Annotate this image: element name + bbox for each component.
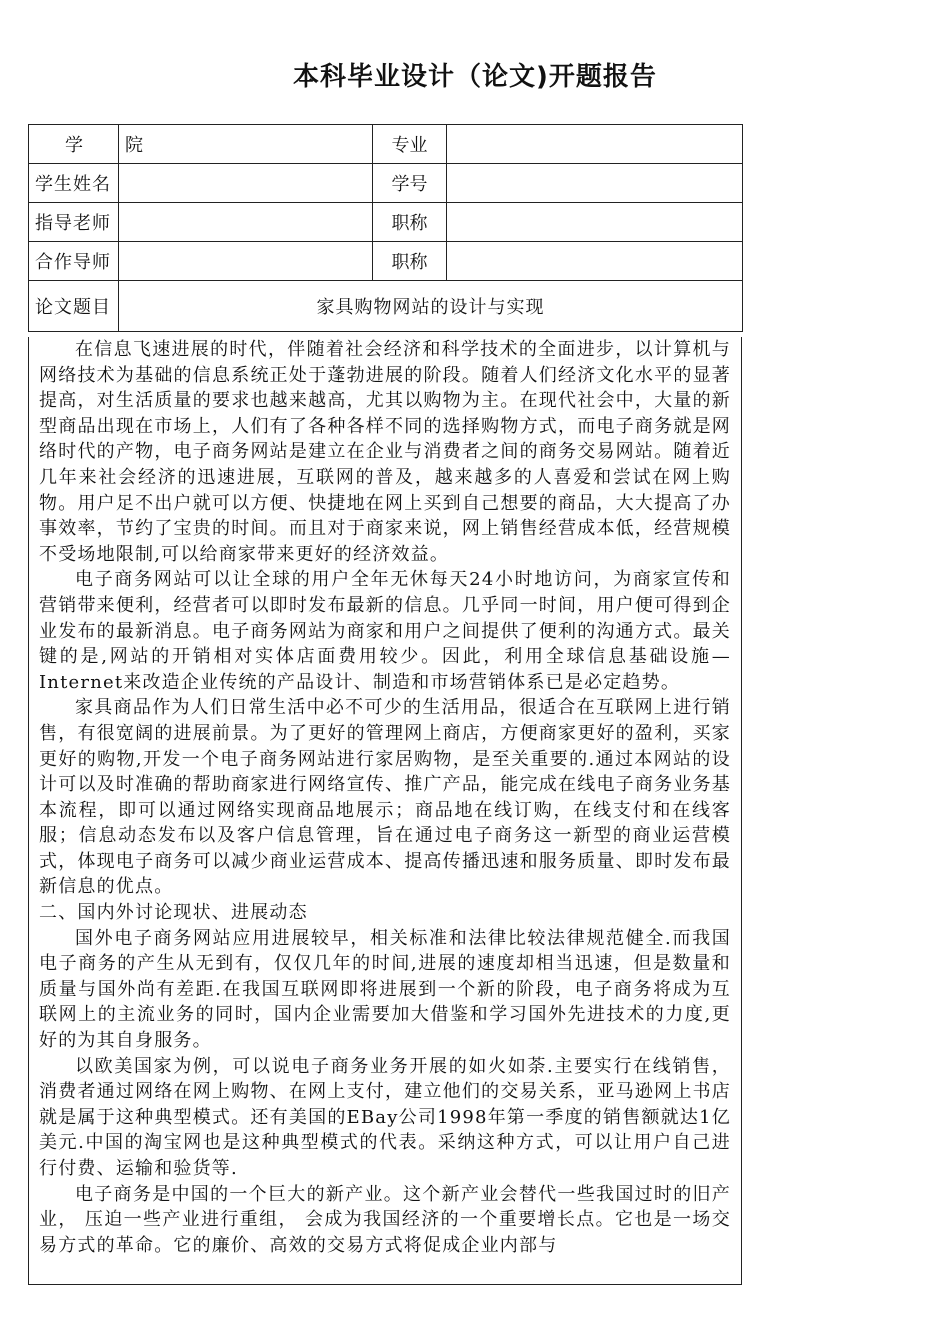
topic-label: 论文题目 [29,281,119,332]
body-paragraph-4: 国外电子商务网站应用进展较早，相关标准和法律比较法律规范健全.而我国电子商务的产生从无到有，仅仅几年的时间,进展的速度却相当迅速，但是数量和质量与国外尚有差距.在我国互联网即将进展到一个新的阶段，电子商务将成为互联网上的主流业务的同时，国内企业需要加大借鉴和学习国外先进技术的力度,更好的为其自身服务。 [39,927,731,1052]
body-paragraph-1: 在信息飞速进展的时代，伴随着社会经济和科学技术的全面进步，以计算机与网络技术为基础的信息系统正处于蓬勃进展的阶段。随着人们经济文化水平的显著提高，对生活质量的要求也越来越高，尤其以购物为主。在现代社会中，大量的新型商品出现在市场上，人们有了各种各样不同的选择购物方式，而电子商务就是网络时代的产物，电子商务网站是建立在企业与消费者之间的商务交易网站。随着近几年来社会经济的迅速进展，互联网的普及，越来越多的人喜爱和尝试在网上购物。用户足不出户就可以方便、快捷地在网上买到自己想要的商品，大大提高了办事效率，节约了宝贵的时间。而且对于商家来说，网上销售经营成本低，经营规模不受场地限制,可以给商家带来更好的经济效益。 [39,339,731,565]
co-advisor-label: 合作导师 [29,242,119,281]
advisor-title-value [447,203,743,242]
student-id-value [447,164,743,203]
student-name-value [119,164,373,203]
co-advisor-value [119,242,373,281]
college-label [29,125,185,164]
co-advisor-title-value [447,242,743,281]
major-label: 专业 [373,125,447,164]
major-value [447,125,743,164]
college-label-text: 学院 [65,135,185,156]
body-paragraph-5: 以欧美国家为例，可以说电子商务业务开展的如火如荼.主要实行在线销售，消费者通过网络在网上购物、在网上支付，建立他们的交易关系，亚马逊网上书店就是属于这种典型模式。还有美国的EBay公司1998年第一季度的销售额就达1亿美元.中国的淘宝网也是这种典型模式的代表。采纳这种方式，可以让用户自己进行付费、运输和验货等. [39,1055,731,1179]
row-advisor [29,203,743,242]
advisor-label: 指导老师 [29,203,119,242]
topic-value: 家具购物网站的设计与实现 [119,281,743,332]
student-name-label: 学生姓名 [29,164,119,203]
body-paragraph-2: 电子商务网站可以让全球的用户全年无休每天24小时地访问，为商家宣传和营销带来便利，经营者可以即时发布最新的信息。几乎同一时间，用户便可得到企业发布的最新消息。电子商务网站为商家和用户之间提供了便利的沟通方式。最关键的是,网站的开销相对实体店面费用较少。因此，利用全球信息基础设施—Internet来改造企业传统的产品设计、制造和市场营销体系已是必定趋势。 [39,569,731,693]
section-2-heading: 二、国内外讨论现状、进展动态 [39,902,308,924]
advisor-value [119,203,373,242]
student-id-label: 学号 [373,164,447,203]
row-college-major [29,125,743,164]
row-co-advisor [29,242,743,281]
body-paragraph-3: 家具商品作为人们日常生活中必不可少的生活用品，很适合在互联网上进行销售，有很宽阔的进展前景。为了更好的管理网上商店，方便商家更好的盈利，买家更好的购物,开发一个电子商务网站进行家居购物，是至关重要的.通过本网站的设计可以及时准确的帮助商家进行网络宣传、推广产品，能完成在线电子商务业务基本流程，即可以通过网络实现商品地展示；商品地在线订购，在线支付和在线客服；信息动态发布以及客户信息管理，旨在通过电子商务这一新型的商业运营模式，体现电子商务可以减少商业运营成本、提高传播迅速和服务质量、即时发布最新信息的优点。 [39,697,731,898]
co-advisor-title-label: 职称 [373,242,447,281]
document-title: 本科毕业设计（论文)开题报告 [293,62,657,92]
body-paragraph-6: 电子商务是中国的一个巨大的新产业。这个新产业会替代一些我国过时的旧产业， 压迫一些产业进行重组， 会成为我国经济的一个重要增长点。它也是一场交易方式的革命。它的廉价、高效的交易方式将促成企业内部与 [39,1183,731,1256]
report-body [28,337,742,1285]
advisor-title-label: 职称 [373,203,447,242]
row-student-name [29,164,743,203]
info-table [28,124,743,332]
row-topic [29,281,743,332]
